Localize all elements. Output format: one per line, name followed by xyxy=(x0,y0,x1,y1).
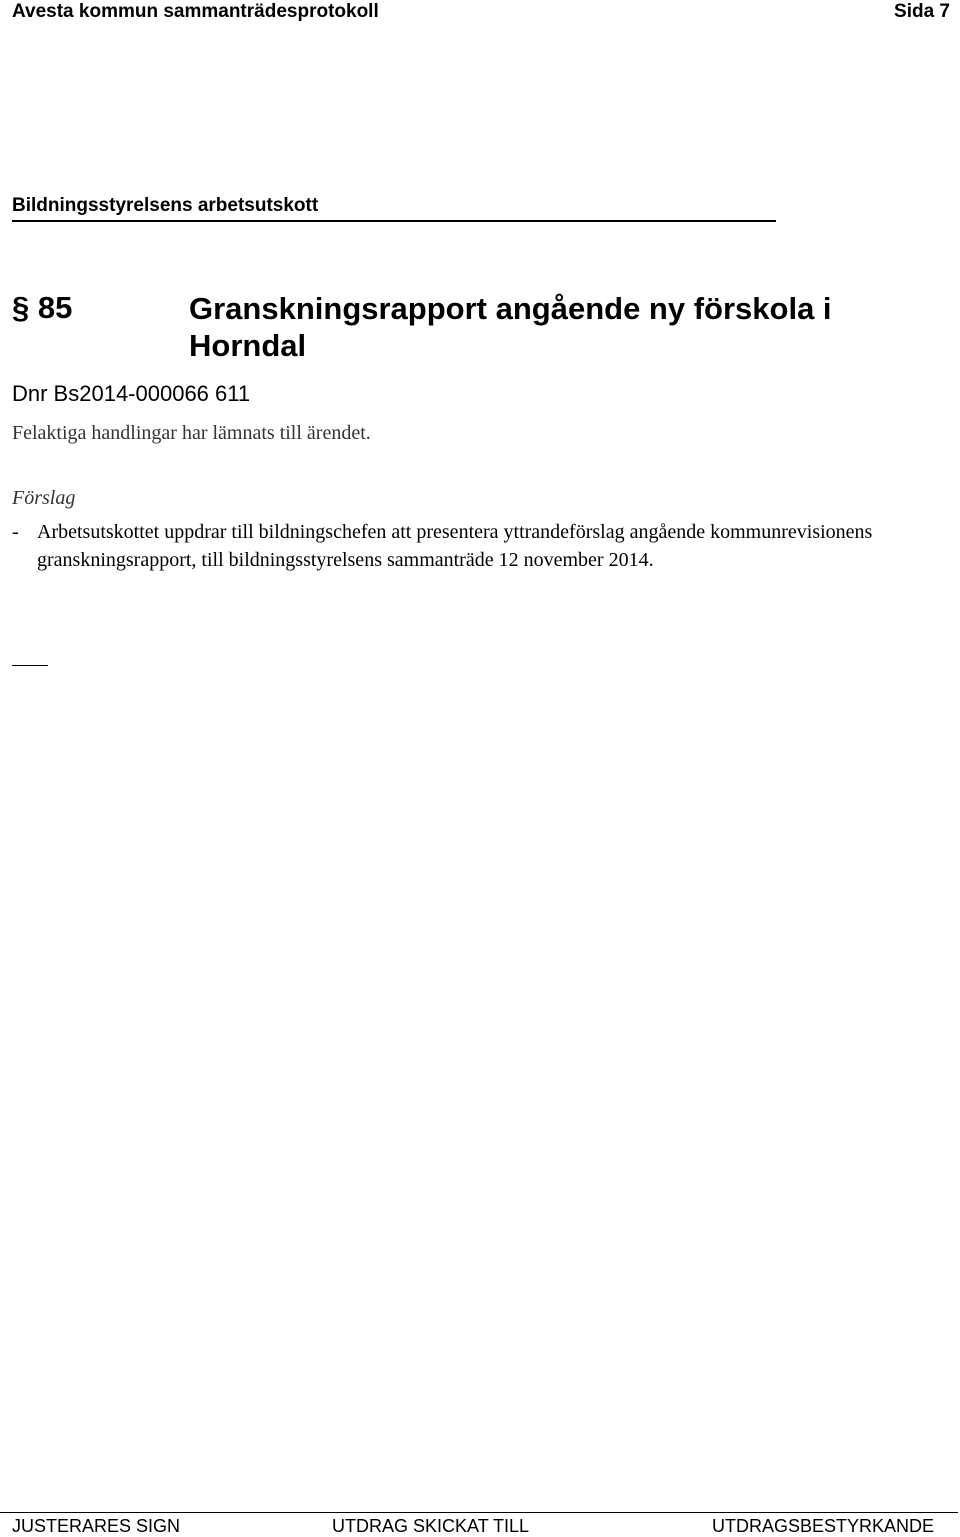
committee-name: Bildningsstyrelsens arbetsutskott xyxy=(12,195,319,216)
committee-underline xyxy=(12,220,776,222)
footer-certification-label: UTDRAGSBESTYRKANDE xyxy=(711,1516,934,1536)
page-number: Sida 7 xyxy=(894,1,950,22)
section-end-rule xyxy=(12,665,48,666)
document-note: Felaktiga handlingar har lämnats till ärendet. xyxy=(12,422,371,444)
footer-sent-to-label: UTDRAG SKICKAT TILL xyxy=(332,1516,530,1536)
proposal-text: Arbetsutskottet uppdrar till bildningschefen att presentera yttrandeförslag angående kommunrevisionens granskningsrapport, till bildningsstyrelsens sammanträde 12 november 2014. xyxy=(37,521,873,571)
diary-number: Dnr Bs2014-000066 611 xyxy=(12,381,251,406)
proposal-bullet: - xyxy=(12,521,19,543)
paragraph-number: § 85 xyxy=(12,290,73,325)
footer-signature-label: JUSTERARES SIGN xyxy=(12,1516,181,1536)
footer-rule xyxy=(0,1512,958,1513)
proposal-item xyxy=(12,518,942,574)
paragraph-title: Granskningsrapport angående ny förskola i Horndal xyxy=(189,291,832,363)
document-header-title: Avesta kommun sammanträdesprotokoll xyxy=(12,1,379,22)
proposal-heading: Förslag xyxy=(12,487,76,509)
